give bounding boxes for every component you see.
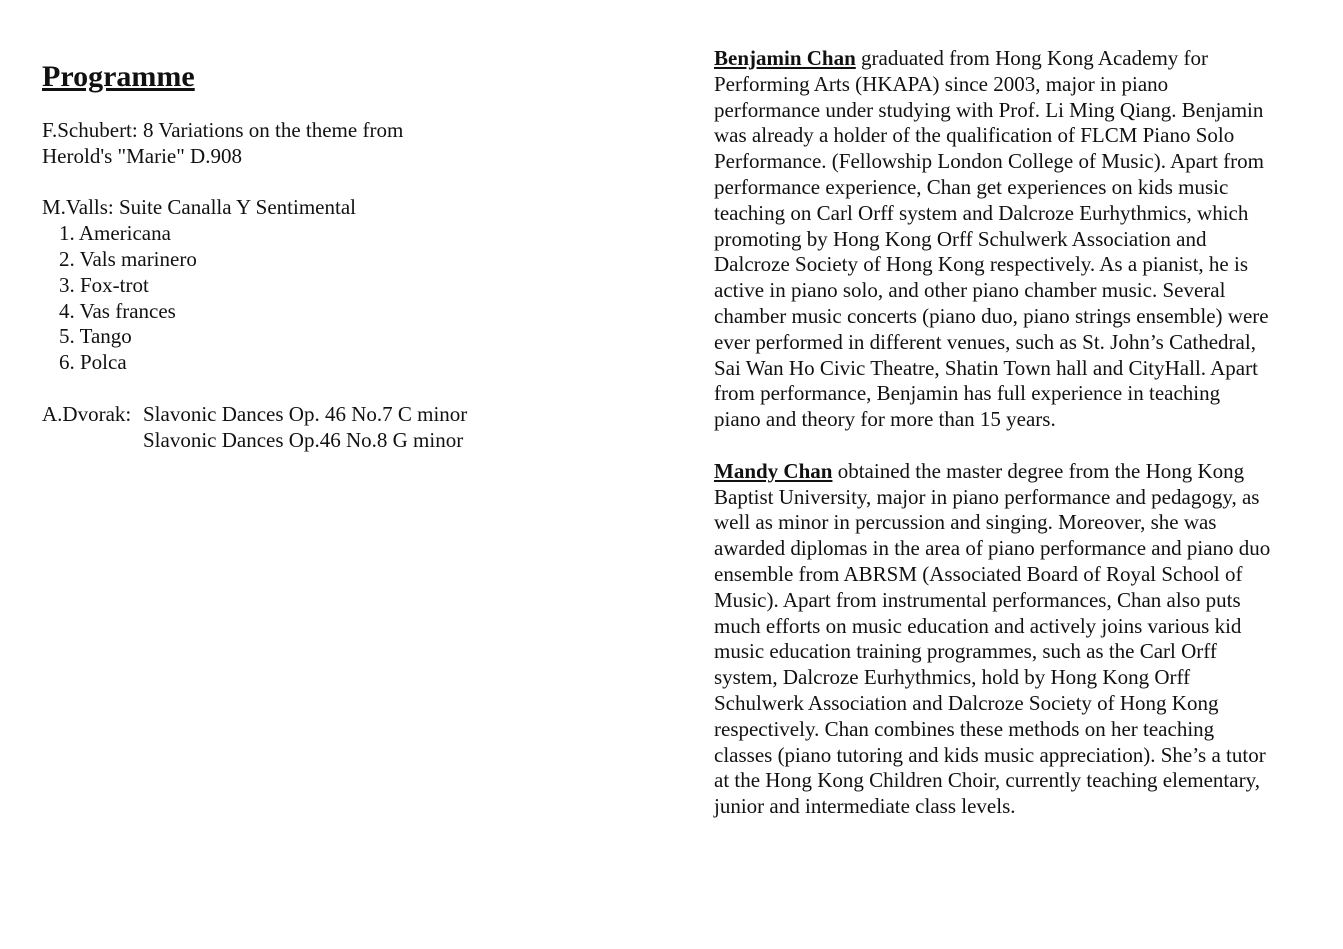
- bio-line: Performance. (Fellowship London College of Music). Apart from: [714, 149, 1264, 174]
- schubert-line-2: Herold's "Marie" D.908: [42, 143, 242, 168]
- valls-movement: 5. Tango: [59, 324, 132, 349]
- bio-line: respectively. Chan combines these methods on her teaching: [714, 716, 1215, 741]
- valls-movement: 6. Polca: [59, 350, 127, 375]
- programme-heading: Programme: [42, 60, 195, 93]
- bio-line: [714, 459, 1324, 485]
- valls-movement: 1. Americana: [59, 221, 171, 246]
- bio-line: Music). Apart from instrumental performances, Chan also puts: [714, 587, 1241, 612]
- programme-column: [42, 58, 642, 453]
- valls-movement: 3. Fox-trot: [59, 272, 149, 297]
- valls-title: M.Valls: Suite Canalla Y Sentimental: [42, 195, 356, 220]
- bio-line: awarded diplomas in the area of piano performance and piano duo: [714, 536, 1271, 561]
- bio-line: [714, 46, 1324, 72]
- bio-line: system, Dalcroze Eurhythmics, hold by Hong Kong Orff: [714, 665, 1191, 690]
- bio-line: Dalcroze Society of Hong Kong respectively. As a pianist, he is: [714, 252, 1249, 277]
- bio-line: teaching on Carl Orff system and Dalcroze Eurhythmics, which: [714, 200, 1249, 225]
- bio-line: was already a holder of the qualification of FLCM Piano Solo: [714, 123, 1235, 148]
- bio-line: performance under studying with Prof. Li Ming Qiang. Benjamin: [714, 97, 1264, 122]
- bio-line: Sai Wan Ho Civic Theatre, Shatin Town hall and CityHall. Apart: [714, 355, 1258, 380]
- mandy-first-line: obtained the master degree from the Hong Kong: [832, 458, 1245, 483]
- schubert-line-1: F.Schubert: 8 Variations on the theme from: [42, 118, 404, 142]
- mandy-name: Mandy Chan: [714, 458, 833, 483]
- bio-line: performance experience, Chan get experiences on kids music: [714, 174, 1229, 199]
- valls-movement: 2. Vals marinero: [59, 246, 197, 271]
- bio-line: music education training programmes, such as the Carl Orff: [714, 639, 1217, 664]
- spacer: [42, 170, 642, 196]
- bio-line: junior and intermediate class levels.: [714, 794, 1016, 819]
- bio-line: promoting by Hong Kong Orff Schulwerk Association and: [714, 226, 1207, 251]
- valls-movement: 4. Vas frances: [59, 298, 176, 323]
- spacer: [42, 376, 642, 402]
- mandy-bio: [714, 459, 1324, 820]
- dvorak-piece-1: Slavonic Dances Op. 46 No.7 C minor: [143, 401, 468, 426]
- bio-line: Performing Arts (HKAPA) since 2003, major in piano: [714, 71, 1169, 96]
- bio-line: well as minor in percussion and singing. Moreover, she was: [714, 510, 1217, 535]
- bio-line: ensemble from ABRSM (Associated Board of Royal School of: [714, 561, 1243, 586]
- bio-line: chamber music concerts (piano duo, piano strings ensemble) were: [714, 303, 1269, 328]
- biographies-column: [714, 46, 1324, 820]
- schubert-entry: [42, 118, 642, 170]
- dvorak-row-2: [42, 428, 642, 454]
- bio-line: active in piano solo, and other piano chamber music. Several: [714, 278, 1226, 303]
- bio-line: from performance, Benjamin has full experience in teaching: [714, 381, 1221, 406]
- valls-entry: [42, 195, 642, 376]
- bio-line: much efforts on music education and actively joins various kid: [714, 613, 1242, 638]
- bio-line: Schulwerk Association and Dalcroze Society of Hong Kong: [714, 690, 1219, 715]
- bio-line: ever performed in different venues, such as St. John’s Cathedral,: [714, 329, 1256, 354]
- dvorak-piece-2: Slavonic Dances Op.46 No.8 G minor: [143, 427, 464, 452]
- benjamin-bio: [714, 46, 1324, 433]
- bio-line: Baptist University, major in piano performance and pedagogy, as: [714, 484, 1260, 509]
- dvorak-indent: [42, 428, 143, 454]
- dvorak-composer: A.Dvorak:: [42, 401, 132, 426]
- spacer: [714, 433, 1324, 459]
- bio-line: classes (piano tutoring and kids music appreciation). She’s a tutor: [714, 742, 1266, 767]
- dvorak-row-1: [42, 402, 642, 428]
- dvorak-entry: [42, 402, 642, 454]
- bio-line: at the Hong Kong Children Choir, currently teaching elementary,: [714, 768, 1260, 793]
- benjamin-name: Benjamin Chan: [714, 46, 856, 70]
- benjamin-first-line: graduated from Hong Kong Academy for: [855, 46, 1209, 70]
- bio-line: piano and theory for more than 15 years.: [714, 407, 1056, 432]
